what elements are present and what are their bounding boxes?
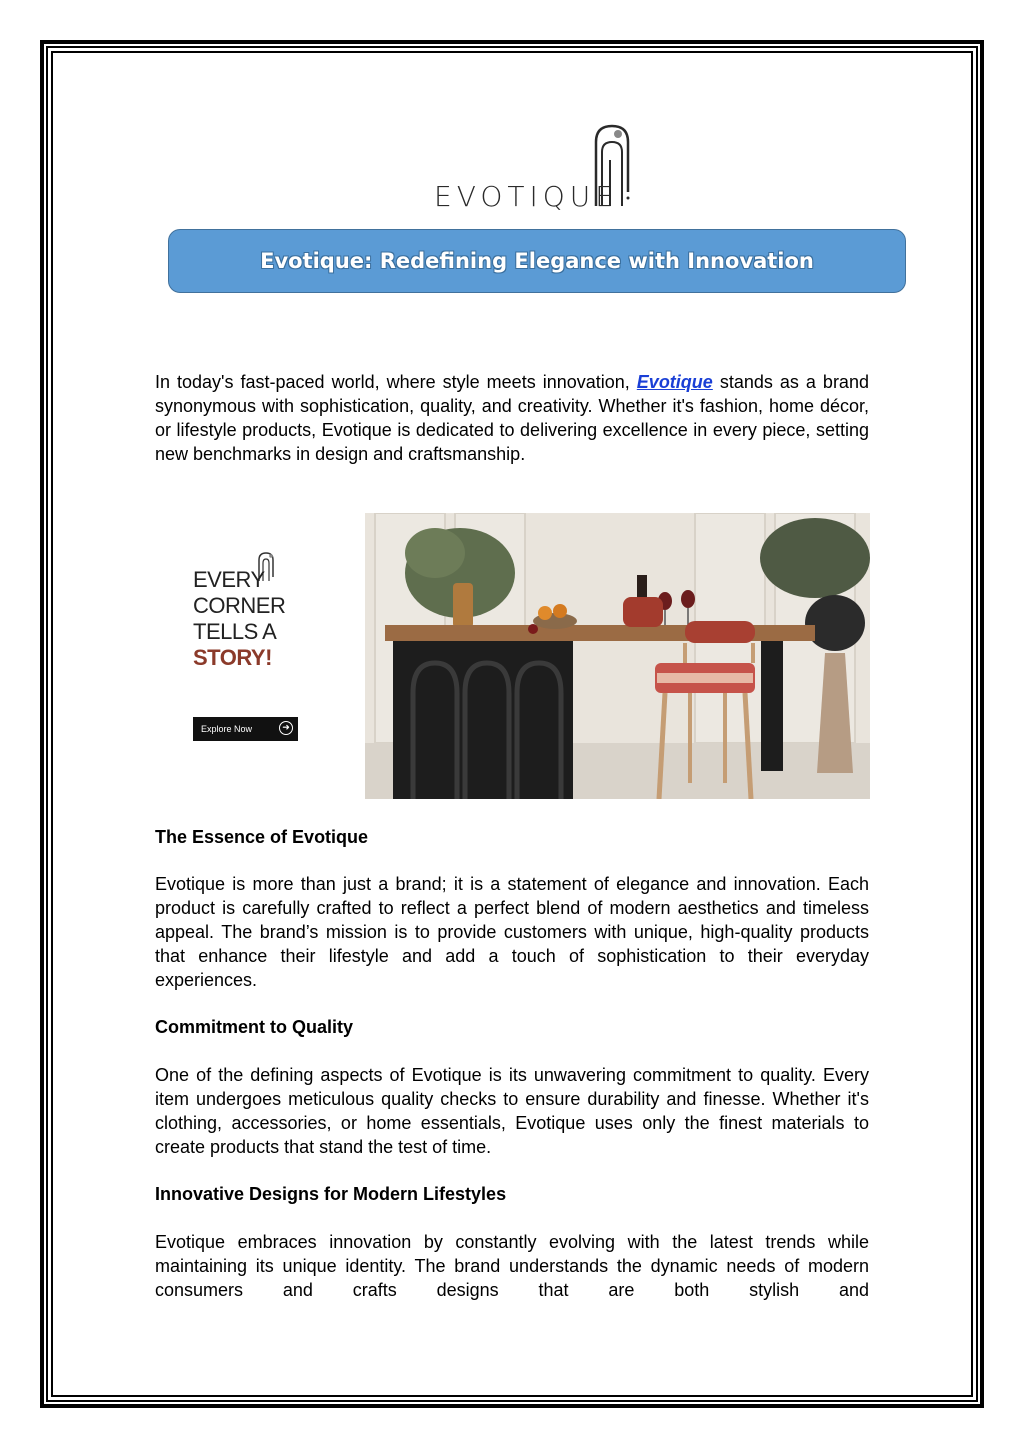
explore-now-button[interactable] xyxy=(193,717,298,741)
section-body-quality: One of the defining aspects of Evotique is its unwavering commitment to quality. Every item undergoes meticulous quality checks to ensure durability and finesse. Whether it's clothing, accessories, or home essentials, Evotique uses only the finest materials to create products that stand the test of time. xyxy=(155,1065,869,1157)
section-body-innovative: Evotique embraces innovation by constantly evolving with the latest trends while maintaining its unique identity. The brand understands the dynamic needs of modern consumers and crafts designs that are both stylish and xyxy=(155,1232,869,1300)
section-heading-innovative: Innovative Designs for Modern Lifestyles xyxy=(155,1184,507,1204)
ad-line-4: STORY! xyxy=(193,645,272,670)
ad-tagline xyxy=(193,567,285,671)
section-heading-essence: The Essence of Evotique xyxy=(155,827,369,847)
intro-text-end: stands as a brand synonymous with sophistication, quality, and creativity. Whether it's fashion, home décor, or lifestyle products, Evotique is dedicated to delivering excellence in every piece, setting new benchmarks in design and craftsmanship. xyxy=(155,372,869,464)
furniture-photo xyxy=(365,513,870,799)
evotique-logo xyxy=(430,122,630,214)
arrow-right-icon: ➜ xyxy=(279,721,293,735)
ad-line-2: CORNER xyxy=(193,593,286,618)
intro-text-start: In today's fast-paced world, where style meets innovation, xyxy=(155,372,630,392)
section-body-essence: Evotique is more than just a brand; it is a statement of elegance and innovation. Each product is carefully crafted to reflect a perfect blend of modern aesthetics and timeless appeal. The brand’s mission is to provide customers with unique, high-quality products that enhance their lifestyle and add a touch of sophistication to their everyday experiences. xyxy=(155,874,869,990)
ad-line-3: TELLS A xyxy=(193,619,277,644)
ad-banner-left xyxy=(180,545,320,755)
title-banner xyxy=(168,229,906,293)
banner-title: Evotique: Redefining Elegance with Innovation xyxy=(260,249,814,273)
logo-wordmark: EVOTIQUE xyxy=(434,180,618,213)
intro-paragraph xyxy=(155,370,869,466)
explore-now-label: Explore Now xyxy=(201,724,253,734)
ad-line-1: EVERY xyxy=(193,567,265,592)
section-heading-quality: Commitment to Quality xyxy=(155,1017,354,1037)
evotique-link[interactable]: Evotique xyxy=(636,372,713,392)
